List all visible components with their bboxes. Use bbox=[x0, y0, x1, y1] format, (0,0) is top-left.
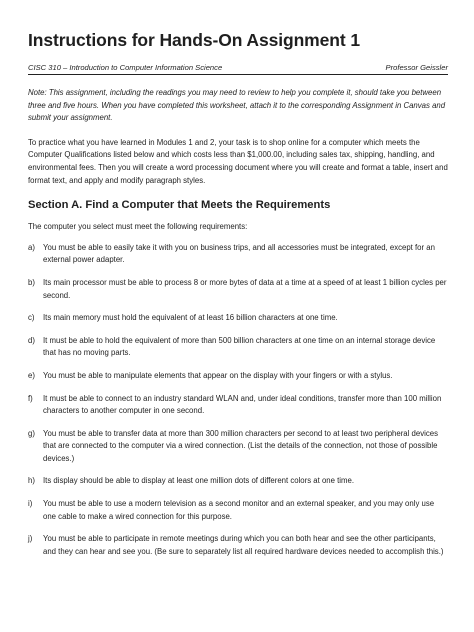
requirement-letter: d) bbox=[28, 335, 35, 345]
requirement-text: You must be able to easily take it with you on business trips, and all accessories must be integrated, except for an external power adapter. bbox=[43, 242, 435, 265]
requirement-letter: h) bbox=[28, 476, 35, 486]
requirement-letter: i) bbox=[28, 499, 33, 509]
requirement-letter: f) bbox=[28, 393, 33, 403]
requirement-text: It must be able to connect to an industry standard WLAN and, under ideal conditions, transfer more than 100 million characters to another computer in one second. bbox=[43, 393, 442, 416]
requirement-text: Its main memory must hold the equivalent of at least 16 billion characters at one time. bbox=[43, 313, 338, 323]
requirement-item bbox=[28, 277, 448, 302]
requirement-letter: g) bbox=[28, 428, 35, 438]
requirement-text: Its display should be able to display at least one million dots of different colors at one time. bbox=[43, 476, 355, 486]
requirement-item bbox=[28, 335, 448, 360]
requirements-list bbox=[28, 242, 448, 559]
requirement-letter: b) bbox=[28, 277, 35, 287]
requirements-intro: The computer you select must meet the following requirements: bbox=[28, 222, 248, 232]
course-header-line bbox=[28, 63, 448, 75]
requirement-item bbox=[28, 428, 448, 466]
section-a-heading: Section A. Find a Computer that Meets the Requirements bbox=[28, 199, 331, 212]
requirement-item bbox=[28, 533, 448, 558]
requirement-letter: j) bbox=[28, 534, 33, 544]
requirement-letter: c) bbox=[28, 313, 35, 323]
requirement-text: Its main processor must be able to process 8 or more bytes of data at a time at a speed of at least 1 billion cycles per second. bbox=[43, 277, 447, 300]
document-title: Instructions for Hands-On Assignment 1 bbox=[28, 30, 360, 50]
requirement-item bbox=[28, 242, 448, 267]
requirement-text: You must be able to transfer data at more than 300 million characters per second to at least two peripheral devices that are connected to the computer via a wired connection. (List the details of the connection, not those of possible devices.) bbox=[43, 428, 438, 463]
requirement-letter: a) bbox=[28, 242, 35, 252]
requirement-item bbox=[28, 393, 448, 418]
course-name: CISC 310 – Introduction to Computer Information Science bbox=[28, 63, 223, 72]
requirement-text: It must be able to hold the equivalent of more than 500 billion characters at one time on an internal storage device that has no moving parts. bbox=[43, 335, 436, 358]
requirement-item bbox=[28, 475, 448, 488]
assignment-note: Note: This assignment, including the readings you may need to review to help you complete it, should take you between three and five hours. When you have completed this worksheet, attach it to the corresponding Assignment in Canvas and submit your assignment. bbox=[28, 88, 446, 123]
requirement-text: You must be able to participate in remote meetings during which you can both hear and see the other participants, and they can hear and see you. (Be sure to separately list all required hardware devices needed to accomplish this.) bbox=[43, 534, 444, 556]
professor-name: Professor Geissler bbox=[385, 63, 448, 72]
requirement-text: You must be able to use a modern television as a second monitor and an external speaker, and you may only use one cable to make a wired connection for this purpose. bbox=[43, 499, 435, 521]
requirement-text: You must be able to manipulate elements that appear on the display with your fingers or with a stylus. bbox=[43, 370, 393, 380]
requirement-letter: e) bbox=[28, 370, 35, 380]
requirement-item bbox=[28, 370, 448, 383]
requirement-item bbox=[28, 498, 448, 523]
intro-paragraph: To practice what you have learned in Modules 1 and 2, your task is to shop online for a computer which meets the Computer Qualifications listed below and which costs less than $1,000.00, including sales tax, shipping, handling, and environmental fees. Then you will create a word processing document where you will create and format a table, insert and format text, and apply and modify paragraph styles. bbox=[28, 137, 448, 185]
requirement-item bbox=[28, 312, 448, 325]
